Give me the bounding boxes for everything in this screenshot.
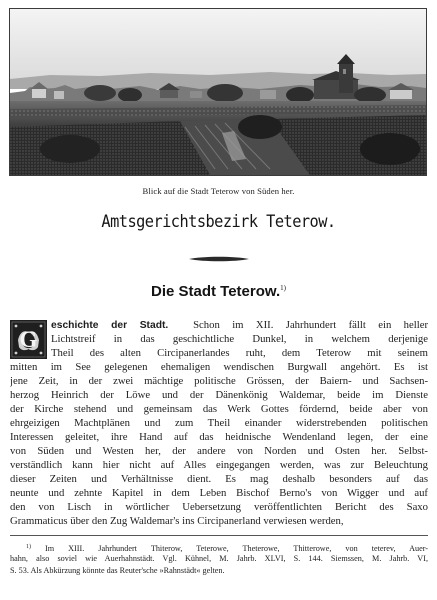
footnote [10,541,428,577]
dropcap-letter: G [19,327,38,352]
text-line: Lichtstreif in das geschichtliche Dunkel, in welchem derjenige [51,333,428,345]
text-line: verständlich kann hier nicht auf Alles eingegangen werden, was zur Beleuchtung [10,459,428,471]
text-line: dieser Zeiten und Verhältnisse dient. Es mag deshalb besonders auf das [10,473,428,485]
photo-caption: Blick auf die Stadt Teterow von Süden her. [142,186,295,196]
town-photograph [9,8,427,176]
footnote-divider [10,535,428,536]
text-line: Grammaticus über den Zug Waldemar's ins Circipanerland verwiesen werden, [10,515,344,527]
text-line: Interessen geleitet, ihre Hand auf das heidnische Wendenland legen, der eine [10,431,428,443]
text-line: ehrgeizigen Machtplänen und zum Theil einander widerstrebenden politischen [10,417,428,429]
footnote-line-content: Im XIII. Jahrhundert Thiterow, Teterowe, Theterowe, Thitterowe, von teterev, Auer- [45,544,428,553]
text-line: jene Zeit, in der zwei mächtige politische Grössen, der Baiern- und Sachsen- [10,375,428,387]
page-title: Amtsgerichtsbezirk Teterow. [101,212,336,232]
footnote-reference: 1) [280,284,287,292]
footnote-line [10,541,428,553]
footnote-mark: 1) [26,544,31,550]
text-line: herzog Heinrich der Löwe und der Dänenkönig Waldemar, beide im Dienste [10,389,428,401]
text-line: mitten im See gelegenen ehemaligen wendischen Burgwall angehört. Es ist [10,361,428,373]
text-line: Theil des alten Circipanerlandes ruht, dem Teterow mit seinem [51,347,428,359]
text-line: von Süden und Westen her, der andere von Norden und Osten her. Selbst- [10,445,428,457]
text-line: neunte und zehnte Kapitel in dem Leben Bischof Berno's von Wigger und auf [10,487,428,499]
footnote-line: hahn, also soviel wie Auerhahnstädt. Vgl. Kühnel, M. Jahrb. XLVI, S. 144. Siemssen, M. Jahrb. VI, [10,554,428,563]
town-photograph-image [10,9,426,175]
section-title-text: Die Stadt Teterow. [150,283,281,300]
text-line: den von Lisch in wörtlicher Uebersetzung veröffentlichten Bericht des Saxo [10,501,428,513]
body-text [10,318,428,528]
text-line-content: Schon im XII. Jahrhundert fällt ein heller [193,319,428,331]
footnote-line: S. 53. Als Abkürzung könnte das Reuter'sche »Rahnstädt« gelten. [10,566,225,575]
subsection-heading: eschichte der Stadt. [51,320,169,331]
section-title [0,283,437,300]
text-line: der Kirche stehend und gemeinsam das Werk Gottes fördernd, beide aber von [10,403,428,415]
ornament-rule [187,255,251,263]
ornamental-initial [10,320,47,359]
text-line [51,318,428,332]
